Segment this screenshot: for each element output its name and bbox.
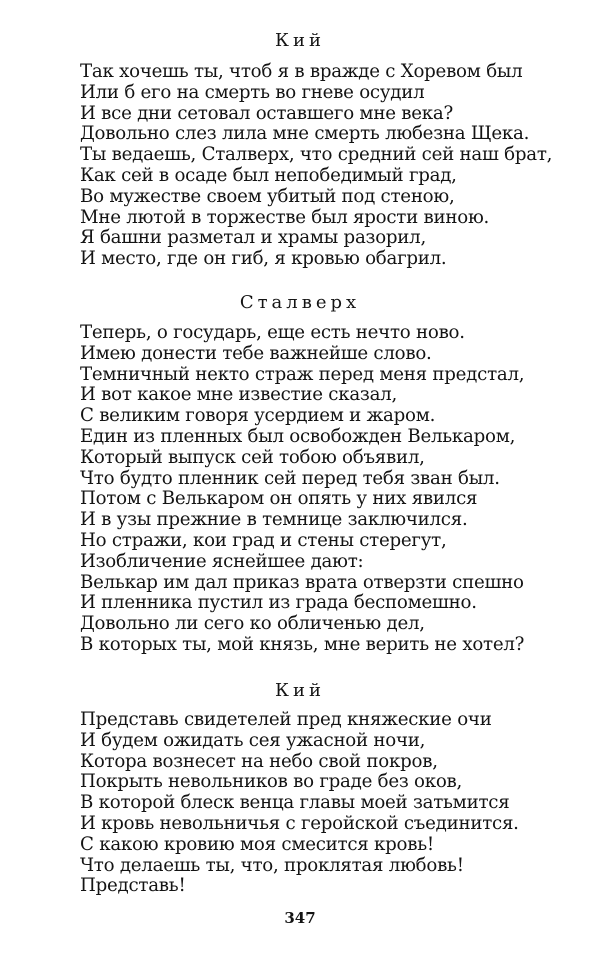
verse-line: Котора вознесет на небо свой покров,	[80, 750, 438, 772]
verse-line: Мне лютой в торжестве был ярости виною.	[80, 206, 490, 228]
verse-line: Представь!	[80, 875, 186, 897]
verse-line: И кровь невольничья с геройской съединится.	[80, 812, 519, 834]
verse-line: Что будто пленник сей перед тебя зван был.	[80, 467, 500, 489]
verse-line: Изобличение яснейшее дают:	[80, 550, 364, 572]
speaker-name: Сталверх	[239, 292, 361, 313]
verse-line: Довольно ли сего ко обличенью дел,	[80, 613, 425, 635]
verse-line: И все дни сетовал оставшего мне века?	[80, 102, 453, 124]
verse-line: В которой блеск венца главы моей затьмится	[80, 792, 510, 814]
verse-line: Имею донести тебе важнейше слово.	[80, 342, 432, 364]
verse-line: В которых ты, мой князь, мне верить не хотел?	[80, 633, 525, 655]
verse-line: И вот какое мне известие сказал,	[80, 384, 398, 406]
verse-line: Довольно слез лила мне смерть любезна Щека.	[80, 123, 530, 145]
verse-block	[80, 323, 570, 656]
verse-line: Который выпуск сей тобою объявил,	[80, 446, 425, 468]
verse-line: Ты ведаешь, Сталверх, что средний сей наш брат,	[80, 144, 553, 166]
verse-line: С великим говоря усердием и жаром.	[80, 405, 436, 427]
verse-line: Или б его на смерть во гневе осудил	[80, 81, 425, 103]
verse-line: И в узы прежние в темнице заключился.	[80, 509, 468, 531]
verse-line: Во мужестве своем убитый под стеною,	[80, 185, 455, 207]
verse-line: Но стражи, кои град и стены стерегут,	[80, 529, 447, 551]
speaker-name: Кий	[275, 680, 325, 701]
verse-line: Един из пленных был освобожден Велькаром,	[80, 425, 516, 447]
verse-line: Велькар им дал приказ врата отверзти спешно	[80, 571, 524, 593]
verse-line: Представь свидетелей пред княжеские очи	[80, 709, 492, 730]
verse-line: Так хочешь ты, чтоб я в вражде с Хоревом был	[80, 61, 523, 82]
verse-line: И пленника пустил из града беспомешно.	[80, 592, 477, 614]
verse-line: С какою кровию моя смесится кровь!	[80, 833, 434, 855]
verse-line: И будем ожидать сея ужасной ночи,	[80, 729, 426, 751]
page-number: 347	[284, 909, 316, 927]
verse-line: Темничный некто страж перед меня предстал,	[80, 363, 525, 385]
verse-line: Что делаешь ты, что, проклятая любовь!	[80, 854, 464, 876]
verse-line: Теперь, о государь, еще есть нечто ново.	[80, 322, 465, 343]
verse-line: Я башни разметал и храмы разорил,	[80, 227, 427, 249]
verse-line: И место, где он гиб, я кровью обагрил.	[80, 248, 447, 270]
speaker-name: Кий	[275, 30, 325, 51]
verse-line: Потом с Велькаром он опять у них явился	[80, 488, 478, 510]
verse-block	[80, 62, 570, 270]
verse-block	[80, 710, 570, 897]
verse-line: Как сей в осаде был непобедимый град,	[80, 164, 457, 186]
verse-line: Покрыть невольников во граде без оков,	[80, 771, 463, 793]
